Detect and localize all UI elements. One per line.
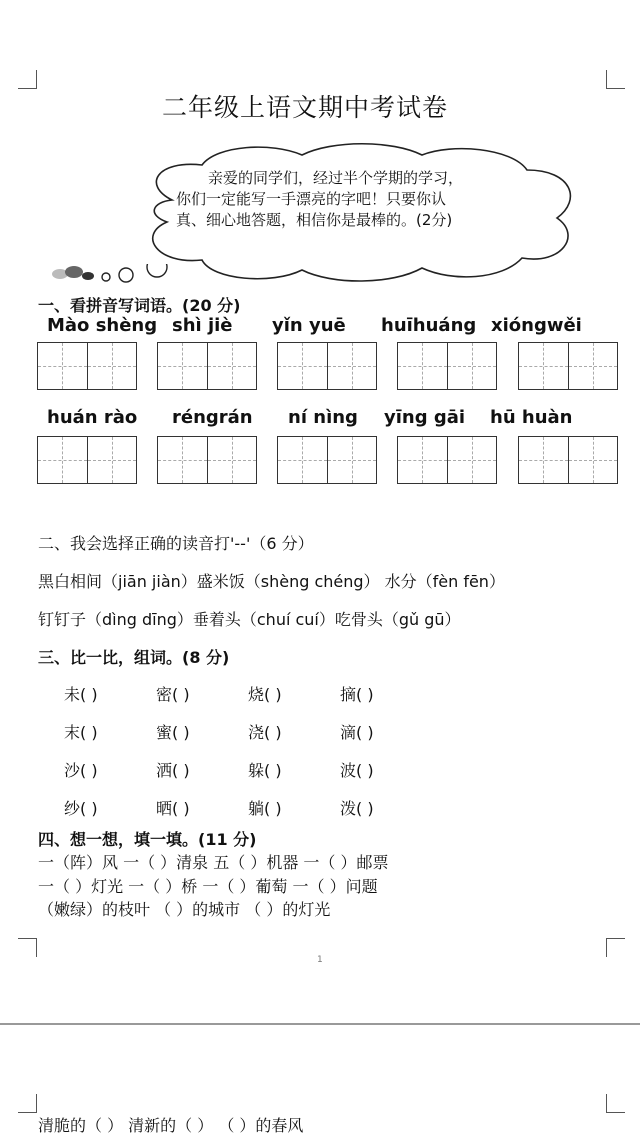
- word-item: 烧( ): [248, 685, 282, 704]
- pinyin-label: yīng gāi: [384, 407, 466, 428]
- crop-mark: [606, 1094, 625, 1113]
- pinyin-label: ní nìng: [288, 407, 358, 428]
- word-item: 晒( ): [156, 799, 190, 818]
- writing-grid[interactable]: [157, 436, 257, 484]
- pinyin-label: hū huàn: [490, 407, 573, 428]
- writing-grid[interactable]: [157, 342, 257, 390]
- pinyin-label: Mào shèng: [47, 315, 158, 336]
- word-item: 洒( ): [156, 761, 190, 780]
- writing-grid[interactable]: [277, 342, 377, 390]
- writing-grid[interactable]: [397, 342, 497, 390]
- pinyin-label: réngrán: [172, 407, 253, 428]
- question-line: 黑白相间（jiān jiàn）盛米饭（shèng chéng） 水分（fèn fēn）: [38, 572, 505, 591]
- writing-grid[interactable]: [277, 436, 377, 484]
- intro-text: 亲爱的同学们，经过半个学期的学习，你们一定能写一手漂亮的字吧！只要你认真、细心地答题，相信你是最棒的。(2分): [176, 169, 464, 229]
- page-number: 1: [317, 955, 323, 965]
- word-row: [64, 758, 432, 781]
- pinyin-label: yǐn yuē: [272, 315, 346, 336]
- word-item: 浇( ): [248, 723, 282, 742]
- word-row: [64, 682, 432, 705]
- word-item: 未( ): [64, 685, 98, 704]
- page-divider: [0, 1023, 640, 1025]
- pinyin-label: shì jiè: [172, 315, 233, 336]
- section-2-heading: 二、我会选择正确的读音打'--'（6 分）: [38, 534, 314, 553]
- writing-grid[interactable]: [37, 436, 137, 484]
- crop-mark: [606, 938, 625, 957]
- word-item: 泼( ): [340, 799, 374, 818]
- word-item: 躲( ): [248, 761, 282, 780]
- question-line: 一（阵）风 一（ ）清泉 五（ ）机器 一（ ）邮票: [38, 853, 389, 872]
- pinyin-label: xióngwěi: [491, 315, 582, 336]
- crop-mark: [18, 938, 37, 957]
- pinyin-label: huīhuáng: [381, 315, 477, 336]
- writing-grid[interactable]: [518, 342, 618, 390]
- word-item: 密( ): [156, 685, 190, 704]
- word-row: [64, 796, 432, 819]
- pinyin-label: huán rào: [47, 407, 138, 428]
- writing-grid[interactable]: [397, 436, 497, 484]
- cartoon-figure-icon: [48, 264, 178, 284]
- word-item: 躺( ): [248, 799, 282, 818]
- word-item: 沙( ): [64, 761, 98, 780]
- question-line: （嫩绿）的枝叶 （ ）的城市 （ ）的灯光: [38, 900, 331, 919]
- section-1-heading: 一、看拼音写词语。(20 分): [38, 296, 241, 315]
- word-item: 滴( ): [340, 723, 374, 742]
- crop-mark: [18, 70, 37, 89]
- writing-grid[interactable]: [37, 342, 137, 390]
- writing-grid[interactable]: [518, 436, 618, 484]
- question-line: 钉钉子（dìng dīng）垂着头（chuí cuí）吃骨头（gǔ gū）: [38, 610, 461, 629]
- word-item: 摘( ): [340, 685, 374, 704]
- section-3-heading: 三、比一比，组词。(8 分): [38, 648, 230, 667]
- word-item: 蜜( ): [156, 723, 190, 742]
- question-line: 一（ ）灯光 一（ ）桥 一（ ）葡萄 一（ ）问题: [38, 877, 378, 896]
- page-title: 二年级上语文期中考试卷: [161, 93, 448, 122]
- word-item: 纱( ): [64, 799, 98, 818]
- crop-mark: [18, 1094, 37, 1113]
- word-item: 波( ): [340, 761, 374, 780]
- section-4-heading: 四、想一想，填一填。(11 分): [38, 830, 257, 849]
- word-item: 末( ): [64, 723, 98, 742]
- crop-mark: [606, 70, 625, 89]
- question-line: 清脆的（ ） 清新的（ ） （ ）的春风: [38, 1116, 304, 1135]
- word-row: [64, 720, 432, 743]
